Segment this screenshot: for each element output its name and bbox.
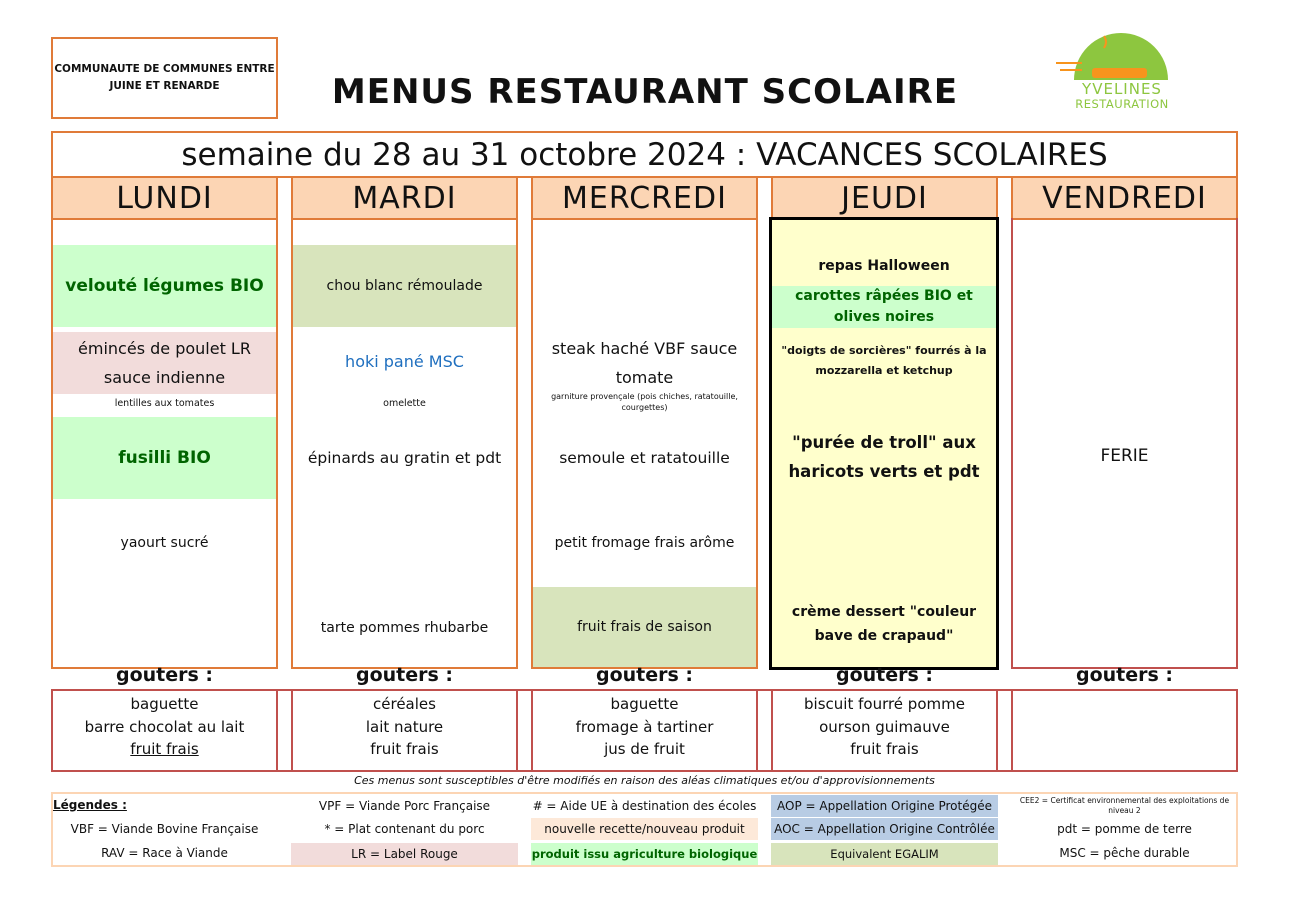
gouter-item: baguette <box>130 695 199 713</box>
gouter-item: barre chocolat au lait <box>84 717 245 736</box>
legend-lr: LR = Label Rouge <box>291 843 518 865</box>
gouters-lundi <box>51 689 278 772</box>
mardi-column <box>291 218 518 669</box>
legend-aop: AOP = Appellation Origine Protégée <box>771 795 998 817</box>
mardi-plat: hoki pané MSC <box>345 351 464 371</box>
mercredi-column <box>531 218 758 669</box>
gouters-label-jeudi: gouters : <box>835 664 934 686</box>
lundi-dessert <box>53 610 276 646</box>
lundi-plat: émincés de poulet LR sauce indienne <box>53 332 276 394</box>
day-header-jeudi: JEUDI <box>771 176 998 220</box>
vendredi-ferie: FERIE <box>1100 446 1149 466</box>
gouters-label-mercredi: gouters : <box>595 664 694 686</box>
mercredi-entree <box>533 245 756 327</box>
organization-line-1: COMMUNAUTE DE COMMUNES ENTRE <box>54 63 275 75</box>
mercredi-plat: steak haché VBF sauce tomate <box>551 339 738 387</box>
week-banner: semaine du 28 au 31 octobre 2024 : VACANCES SCOLAIRES <box>51 131 1238 178</box>
gouter-item: fruit frais <box>370 740 439 758</box>
legend-bio: produit issu agriculture biologique <box>531 843 758 865</box>
gouter-item: biscuit fourré pomme <box>804 695 965 713</box>
jeudi-accompagnement: "purée de troll" aux haricots verts et pdt <box>788 433 980 481</box>
mardi-dessert: tarte pommes rhubarbe <box>320 620 489 636</box>
gouters-label-vendredi: gouters : <box>1075 664 1174 686</box>
legend-title: Légendes : <box>53 798 127 812</box>
gouter-item: fruit frais <box>850 740 919 758</box>
gouters-label-mardi: gouters : <box>355 664 454 686</box>
jeudi-titre: repas Halloween <box>818 258 950 274</box>
legend-aoc: AOC = Appellation Origine Contrôlée <box>771 818 998 840</box>
day-header-mercredi: MERCREDI <box>531 176 758 220</box>
organization-box <box>51 37 278 119</box>
jeudi-entree: carottes râpées BIO et olives noires <box>772 286 996 328</box>
legend-cee2: CEE2 = Certificat environnemental des exploitations de niveau 2 <box>1019 796 1230 815</box>
mercredi-accompagnement: semoule et ratatouille <box>559 449 730 467</box>
legend-rav: RAV = Race à Viande <box>101 846 228 860</box>
legend-nouveau: nouvelle recette/nouveau produit <box>531 818 758 840</box>
vendredi-column <box>1011 218 1238 669</box>
gouter-item: fromage à tartiner <box>575 717 714 736</box>
day-header-mardi: MARDI <box>291 176 518 220</box>
mercredi-laitage: petit fromage frais arôme <box>554 535 735 551</box>
legend-porc: * = Plat contenant du porc <box>324 822 485 836</box>
legend-vbf: VBF = Viande Bovine Française <box>70 822 259 836</box>
lundi-entree: velouté légumes BIO <box>53 245 276 327</box>
mercredi-dessert: fruit frais de saison <box>533 587 756 667</box>
legend-msc: MSC = pêche durable <box>1059 846 1190 860</box>
lundi-column <box>51 218 278 669</box>
gouter-item: jus de fruit <box>604 740 685 758</box>
gouters-mercredi <box>531 689 758 772</box>
disclaimer: Ces menus sont susceptibles d'être modifiés en raison des aléas climatiques et/ou d'approvisionnements <box>354 774 935 787</box>
gouters-jeudi <box>771 689 998 772</box>
gouter-item: céréales <box>373 695 436 713</box>
mercredi-plat-note: garniture provençale (pois chiches, ratatouille, courgettes) <box>551 392 738 412</box>
page-title: MENUS RESTAURANT SCOLAIRE <box>331 72 959 112</box>
jeudi-plat: "doigts de sorcières" fourrés à la mozzarella et ketchup <box>781 344 987 377</box>
day-header-lundi: LUNDI <box>51 176 278 220</box>
logo-text-bottom: RESTAURATION <box>1075 97 1169 111</box>
lundi-plat-note: lentilles aux tomates <box>114 397 215 409</box>
gouters-label-lundi: gouters : <box>115 664 214 686</box>
gouters-vendredi <box>1011 689 1238 772</box>
gouter-item: fruit frais <box>130 740 199 758</box>
lundi-accompagnement: fusilli BIO <box>53 417 276 499</box>
day-header-vendredi: VENDREDI <box>1011 176 1238 220</box>
yvelines-logo <box>1052 30 1182 115</box>
legend-vpf: VPF = Viande Porc Française <box>318 799 491 813</box>
mardi-accompagnement: épinards au gratin et pdt <box>307 449 502 467</box>
legend-ue: # = Aide UE à destination des écoles <box>532 799 757 813</box>
mardi-plat-note: omelette <box>383 397 426 409</box>
legend-pdt: pdt = pomme de terre <box>1057 822 1192 836</box>
gouter-item: ourson guimauve <box>819 717 950 736</box>
legend-egalim: Equivalent EGALIM <box>771 843 998 865</box>
lundi-laitage: yaourt sucré <box>120 535 209 551</box>
gouter-item: baguette <box>610 695 679 713</box>
jeudi-dessert: crème dessert "couleur bave de crapaud" <box>791 604 977 644</box>
logo-text-top: YVELINES <box>1082 80 1162 98</box>
mardi-laitage <box>293 525 516 561</box>
gouters-mardi <box>291 689 518 772</box>
organization-line-2: JUINE ET RENARDE <box>109 80 220 92</box>
mardi-entree: chou blanc rémoulade <box>293 245 516 327</box>
jeudi-column <box>769 217 999 670</box>
gouter-item: lait nature <box>365 717 444 736</box>
